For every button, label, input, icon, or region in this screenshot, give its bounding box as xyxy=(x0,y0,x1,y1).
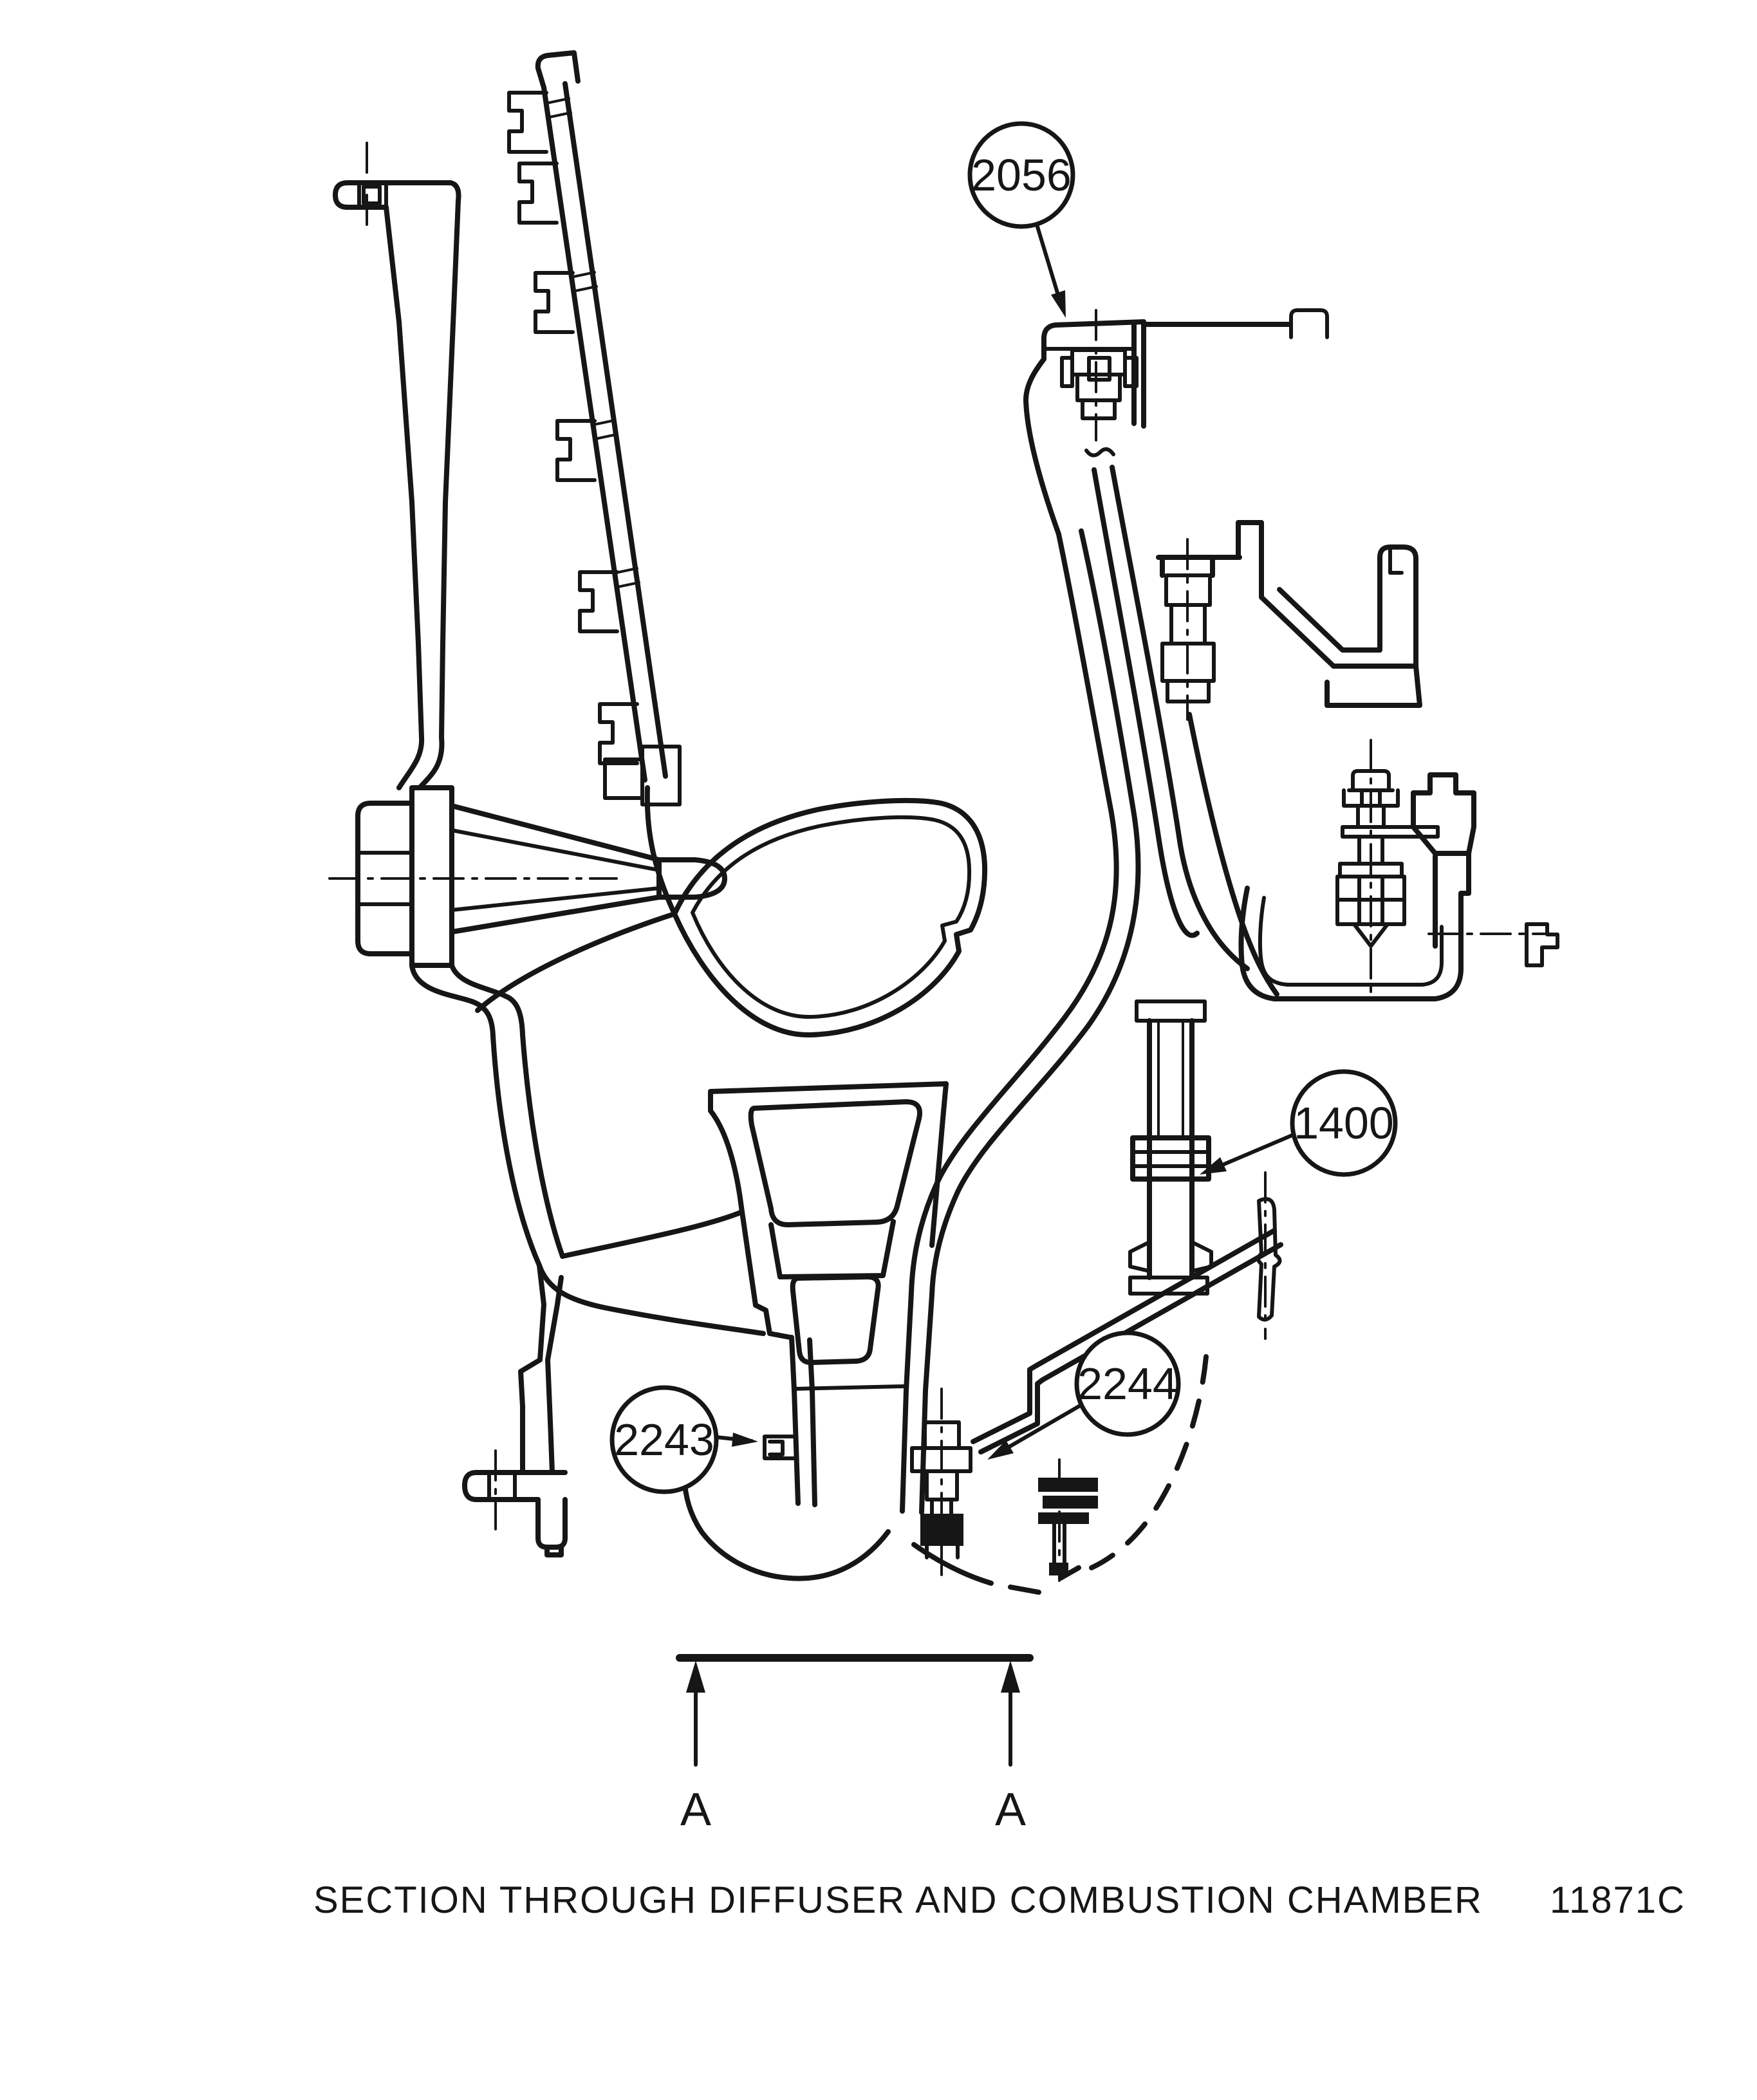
funnel-upper-window xyxy=(751,1102,920,1225)
section-arrow-right-head xyxy=(1001,1660,1020,1693)
fork-upper-branch xyxy=(562,1212,742,1256)
figure-caption-block xyxy=(313,1879,1686,1921)
figure-caption: SECTION THROUGH DIFFUSER AND COMBUSTION CHAMBER xyxy=(313,1879,1483,1921)
rail-end-brackets xyxy=(605,747,680,804)
cone-inner-lines xyxy=(452,830,659,910)
tube-top-collar xyxy=(1137,1001,1205,1021)
shaft-flange-and-cone xyxy=(330,788,725,965)
rail-lines xyxy=(544,84,665,780)
stud-nut xyxy=(920,1514,963,1546)
section-label-right: A xyxy=(994,1784,1027,1835)
rail-hook-3 xyxy=(535,273,573,332)
far-right-lug xyxy=(1527,924,1557,965)
bottom-foot xyxy=(538,1500,565,1555)
rail-top-hook xyxy=(538,53,578,88)
tear-dash-1 xyxy=(1010,1587,1039,1592)
pipe-fitting xyxy=(1258,1199,1280,1319)
callout-1400-label: 1400 xyxy=(1294,1098,1394,1148)
section-marks xyxy=(680,1658,1030,1835)
wall-below-fork xyxy=(521,1265,561,1473)
rail-hook-6 xyxy=(600,704,637,763)
rail-hook-4 xyxy=(557,421,595,480)
funnel-lower-window xyxy=(793,1277,879,1362)
callout-2243-arrowhead xyxy=(732,1433,758,1447)
tube-walls xyxy=(1149,1021,1192,1278)
retainer-bar-2 xyxy=(1043,1496,1098,1509)
top-flange-outline xyxy=(335,183,451,207)
stator-vane-rail xyxy=(509,53,680,804)
fuel-nozzle-assembly xyxy=(1241,740,1557,999)
section-label-left: A xyxy=(680,1784,712,1835)
case-band-line-4 xyxy=(1112,467,1247,969)
bottom-flange-dividers xyxy=(489,1473,515,1500)
wall-s-jog xyxy=(412,965,523,1036)
case-band-line-5 xyxy=(1189,714,1277,994)
figure-number: 11871C xyxy=(1550,1879,1686,1921)
tube-clamp-band xyxy=(1133,1138,1209,1179)
flange-plate xyxy=(412,788,452,965)
wall-outer-edge xyxy=(442,183,459,738)
wavy-tear-right xyxy=(914,1545,991,1583)
wall-neck-to-shaft-flange xyxy=(399,738,442,788)
section-arrow-left-head xyxy=(686,1660,705,1693)
retainer-bar-1 xyxy=(1038,1478,1098,1492)
callout-2243-label: 2243 xyxy=(614,1415,714,1465)
lower-wall-left-edge xyxy=(493,1036,539,1265)
callout-2244 xyxy=(987,1333,1178,1460)
wall-inner-edge xyxy=(386,207,422,738)
callout-2056 xyxy=(970,124,1073,318)
tube-clamp-lines xyxy=(1133,1152,1209,1166)
nozzle-right-bracket xyxy=(1413,775,1474,946)
retainer-bar-3 xyxy=(1038,1512,1089,1524)
rail-hook-2 xyxy=(519,163,557,223)
nozzle-cup-inner xyxy=(1260,898,1442,985)
liner-squiggle xyxy=(1086,449,1113,456)
callout-1400 xyxy=(1200,1072,1395,1175)
mounting-stud-group xyxy=(912,1389,1098,1581)
case-top-stub xyxy=(1291,310,1327,337)
inner-support-lug xyxy=(765,1436,794,1458)
funnel-leg-crossline xyxy=(794,1386,905,1389)
callout-2056-label: 2056 xyxy=(971,150,1072,200)
rail-hook-1 xyxy=(509,93,546,152)
funnel-mid-band xyxy=(771,1222,893,1277)
tube-flare-wings xyxy=(1130,1242,1211,1271)
callout-2243 xyxy=(612,1388,758,1492)
tube-inner-walls xyxy=(1158,1021,1183,1138)
cone-outer-lines xyxy=(452,806,659,932)
callout-2244-label: 2244 xyxy=(1077,1359,1178,1409)
mid-flange-top xyxy=(1158,557,1240,575)
n-bracket-hook xyxy=(1390,547,1402,573)
fork-lower-branch xyxy=(539,1265,763,1333)
duct-outer xyxy=(674,801,985,1035)
diffuser-duct xyxy=(478,788,985,1035)
funnel-hat-top xyxy=(711,1084,946,1092)
rail-hook-5 xyxy=(580,572,617,631)
nozzle-crossbar xyxy=(1343,827,1438,837)
callout-2056-arrowhead xyxy=(1051,290,1066,318)
n-bracket-outer xyxy=(1238,523,1420,705)
lower-wall-right-edge xyxy=(523,1035,562,1256)
left-outer-casing xyxy=(335,143,459,788)
flange-bolt-stack xyxy=(1062,350,1137,418)
case-band-line-1 xyxy=(911,534,1117,1292)
